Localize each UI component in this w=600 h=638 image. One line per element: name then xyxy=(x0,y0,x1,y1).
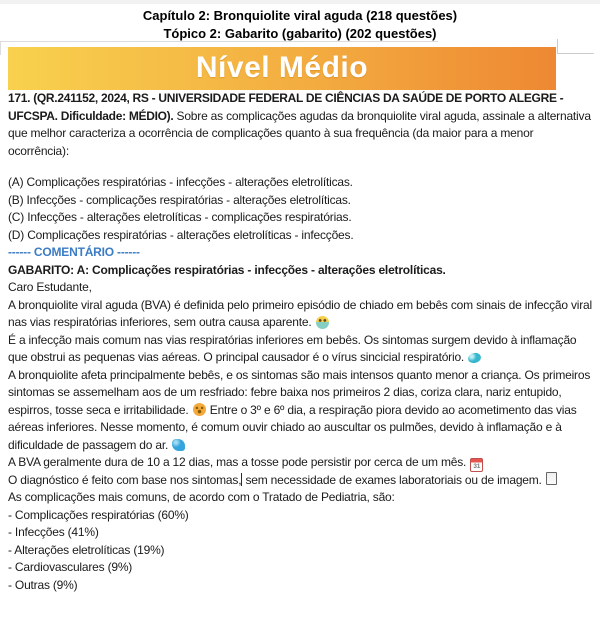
microbe-icon xyxy=(467,351,482,364)
document-header xyxy=(0,0,600,43)
comment-paragraph xyxy=(8,454,594,472)
lungs-icon xyxy=(172,439,185,451)
calendar-icon: 31 xyxy=(470,458,483,472)
question-text: Sobre as complicações agudas da bronquiolite viral aguda, assinale a alternativa que melhor caracteriza a ocorrência de complicações quanto à sua frequência (da maior para a menor ocorrência): xyxy=(8,108,591,158)
table-corner-mark xyxy=(557,39,594,54)
answer-option-c: (C) Infecções - alterações eletrolíticas - complicações respiratórias. xyxy=(8,210,352,224)
comment-text: A bronquiolite afeta principalmente bebês, e os sintomas são mais intensos quanto menor a criança. Os primeiros sintomas se assemelham aos de um resfriado: febre baixa nos primeiros 2 dias, coriza clara, nariz entupido, espirros, tosse seca e irritabilidade. xyxy=(8,367,591,417)
comment-text: Caro Estudante, xyxy=(8,280,92,294)
comment-paragraph xyxy=(8,279,594,297)
mask-face-icon xyxy=(316,316,329,329)
complications-list xyxy=(8,507,594,595)
missing-glyph-icon xyxy=(546,472,557,485)
complication-item: - Cardiovasculares (9%) xyxy=(8,560,133,574)
question-stem xyxy=(8,90,594,160)
comment-paragraph xyxy=(8,297,594,332)
options-list xyxy=(8,174,594,244)
answer-option-d: (D) Complicações respiratórias - alterações eletrolíticas - infecções. xyxy=(8,227,354,242)
comment-text: É a infecção mais comum nas vias respiratórias inferiores em bebês. Os sintomas surgem devido à inflamação que obstrui as pequenas vias aéreas. O principal causador é o vírus sincicial respiratório. xyxy=(8,332,577,364)
comment-paragraph xyxy=(8,332,594,367)
complication-item: - Complicações respiratórias (60%) xyxy=(8,507,189,522)
answer-option-a: (A) Complicações respiratórias - infecções - alterações eletrolíticas. xyxy=(8,175,353,189)
complication-item: - Outras (9%) xyxy=(8,577,78,592)
answer-option-b: (B) Infecções - complicações respiratórias - alterações eletrolíticas. xyxy=(8,192,351,207)
difficulty-label: Nível Médio xyxy=(195,51,369,84)
table-border-line xyxy=(0,41,438,42)
comment-text: As complicações mais comuns, de acordo com o Tratado de Pediatria, são: xyxy=(8,490,395,504)
document-body xyxy=(0,90,600,594)
comment-text: A bronquiolite viral aguda (BVA) é definida pelo primeiro episódio de chiado em bebês com sinais de infecção viral nas vias respiratórias inferiores, sem outra causa aparente. xyxy=(8,297,592,329)
comment-paragraph xyxy=(8,472,594,490)
complication-item: - Infecções (41%) xyxy=(8,525,99,539)
table-border-tick xyxy=(0,41,1,55)
difficulty-banner xyxy=(8,47,556,90)
comment-divider: ------ COMENTÁRIO ------ xyxy=(8,245,140,259)
topic-title: Tópico 2: Gabarito (gabarito) (202 questões) xyxy=(163,26,437,41)
weary-face-icon xyxy=(193,403,206,416)
comment-text: Entre o 3º e 6º dia, a respiração piora devido ao acometimento das vias aéreas inferiores. Nesse momento, é comum ouvir chiado ao auscultar os pulmões, devido à inflamação e à dificuldade de passagem do ar. xyxy=(8,402,577,452)
comment-text: sem necessidade de exames laboratoriais ou de imagem. xyxy=(242,472,545,487)
top-strip xyxy=(0,0,600,4)
comment-text: O diagnóstico é feito com base nos sintomas, xyxy=(8,472,242,487)
question-source: 171. (QR.241152, 2024, RS - UNIVERSIDADE FEDERAL DE CIÊNCIAS DA SAÚDE DE PORTO ALEGRE - UFCSPA. Dificuldade: MÉDIO). xyxy=(8,91,564,123)
comment-body xyxy=(8,279,594,507)
comment-text: A BVA geralmente dura de 10 a 12 dias, mas a tosse pode persistir por cerca de um mês. xyxy=(8,455,470,469)
comment-paragraph xyxy=(8,489,594,507)
complication-item: - Alterações eletrolíticas (19%) xyxy=(8,542,165,557)
gabarito-line: GABARITO: A: Complicações respiratórias - infecções - alterações eletrolíticas. xyxy=(8,262,446,277)
chapter-title: Capítulo 2: Bronquiolite viral aguda (218 questões) xyxy=(142,8,458,23)
comment-paragraph xyxy=(8,367,594,455)
